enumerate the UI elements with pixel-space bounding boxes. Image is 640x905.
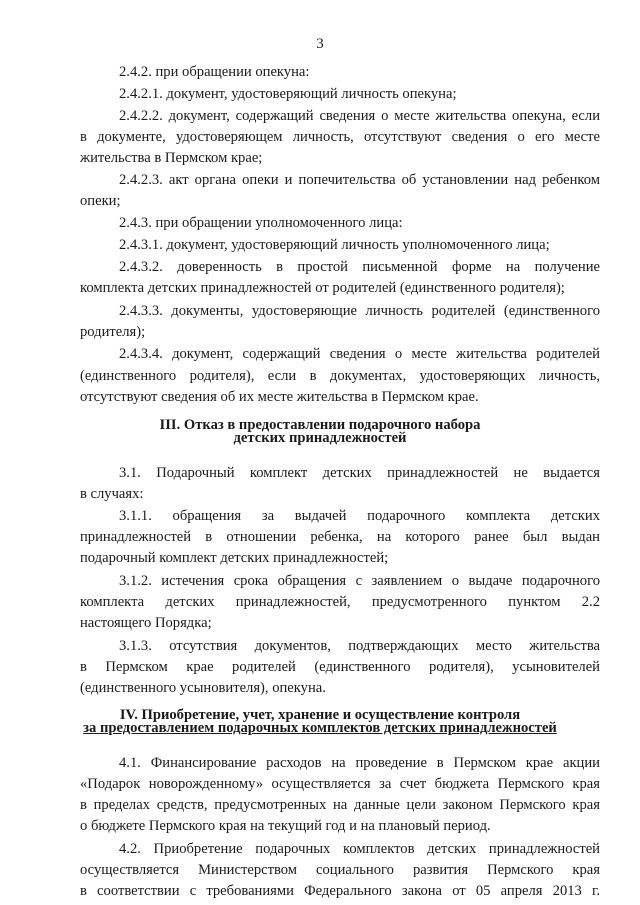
section-heading: детских принадлежностей bbox=[233, 430, 407, 446]
section-heading: III. Отказ в предоставлении подарочного набора bbox=[159, 417, 481, 433]
text-line: комплекта детских принадлежностей от родителей (единственного родителя); bbox=[80, 280, 565, 296]
text-line: 3.1. Подарочный комплект детских принадлежностей не выдается bbox=[119, 465, 600, 481]
text-line: (единственного усыновителя), опекуна. bbox=[80, 680, 326, 696]
text-line: 2.4.2.2. документ, содержащий сведения о месте жительства опекуна, если bbox=[119, 108, 600, 124]
text-line: принадлежностей в отношении ребенка, на которого ранее был выдан bbox=[80, 529, 600, 545]
text-line: «Подарок новорожденному» осуществляется за счет бюджета Пермского края bbox=[80, 776, 600, 792]
text-line: 2.4.2.1. документ, удостоверяющий личность опекуна; bbox=[119, 86, 457, 102]
text-line: 3.1.2. истечения срока обращения с заявлением о выдаче подарочного bbox=[119, 573, 600, 589]
text-line: подарочный комплект детских принадлежностей; bbox=[80, 550, 389, 566]
text-line: настоящего Порядка; bbox=[80, 615, 212, 631]
text-line: опеки; bbox=[80, 193, 121, 209]
text-line: 2.4.3.1. документ, удостоверяющий личность уполномоченного лица; bbox=[119, 237, 550, 253]
page-number: 3 bbox=[316, 36, 324, 52]
text-line: в соответствии с требованиями Федерального закона от 05 апреля 2013 г. bbox=[80, 883, 600, 899]
section-heading: IV. Приобретение, учет, хранение и осуществление контроля bbox=[119, 707, 521, 723]
text-line: (единственного родителя), если в документах, удостоверяющих личность, bbox=[80, 368, 600, 384]
text-line: 2.4.3. при обращении уполномоченного лица: bbox=[119, 215, 403, 231]
text-line: комплекта детских принадлежностей, предусмотренного пунктом 2.2 bbox=[80, 594, 600, 610]
text-line: о бюджете Пермского края на текущий год и на плановый период. bbox=[80, 818, 491, 834]
text-line: отсутствуют сведения об их месте жительства в Пермском крае. bbox=[80, 389, 479, 405]
text-line: 3.1.3. отсутствия документов, подтверждающих место жительства bbox=[119, 638, 600, 654]
text-line: в пределах средств, предусмотренных на данные цели законом Пермского края bbox=[80, 797, 600, 813]
text-line: 4.1. Финансирование расходов на проведение в Пермском крае акции bbox=[119, 755, 600, 771]
text-line: 3.1.1. обращения за выдачей подарочного комплекта детских bbox=[119, 508, 600, 524]
text-line: 2.4.3.2. доверенность в простой письменной форме на получение bbox=[119, 259, 600, 275]
text-line: 2.4.2.3. акт органа опеки и попечительства об установлении над ребенком bbox=[119, 172, 600, 188]
text-line: осуществляется Министерством социального развития Пермского края bbox=[80, 862, 600, 878]
text-line: 4.2. Приобретение подарочных комплектов детских принадлежностей bbox=[119, 841, 600, 857]
text-line: 2.4.3.3. документы, удостоверяющие личность родителей (единственного bbox=[119, 303, 600, 319]
section-heading: за предоставлением подарочных комплектов детских принадлежностей bbox=[83, 720, 557, 736]
text-line: в документе, удостоверяющем личность, отсутствуют сведения о его месте bbox=[80, 129, 600, 145]
text-line: в случаях: bbox=[80, 486, 144, 502]
text-line: жительства в Пермском крае; bbox=[80, 150, 263, 166]
text-line: в Пермском крае родителей (единственного родителя), усыновителей bbox=[80, 659, 600, 675]
text-line: 2.4.3.4. документ, содержащий сведения о месте жительства родителей bbox=[119, 346, 600, 362]
text-line: 2.4.2. при обращении опекуна: bbox=[119, 64, 310, 80]
text-line: родителя); bbox=[80, 324, 146, 340]
